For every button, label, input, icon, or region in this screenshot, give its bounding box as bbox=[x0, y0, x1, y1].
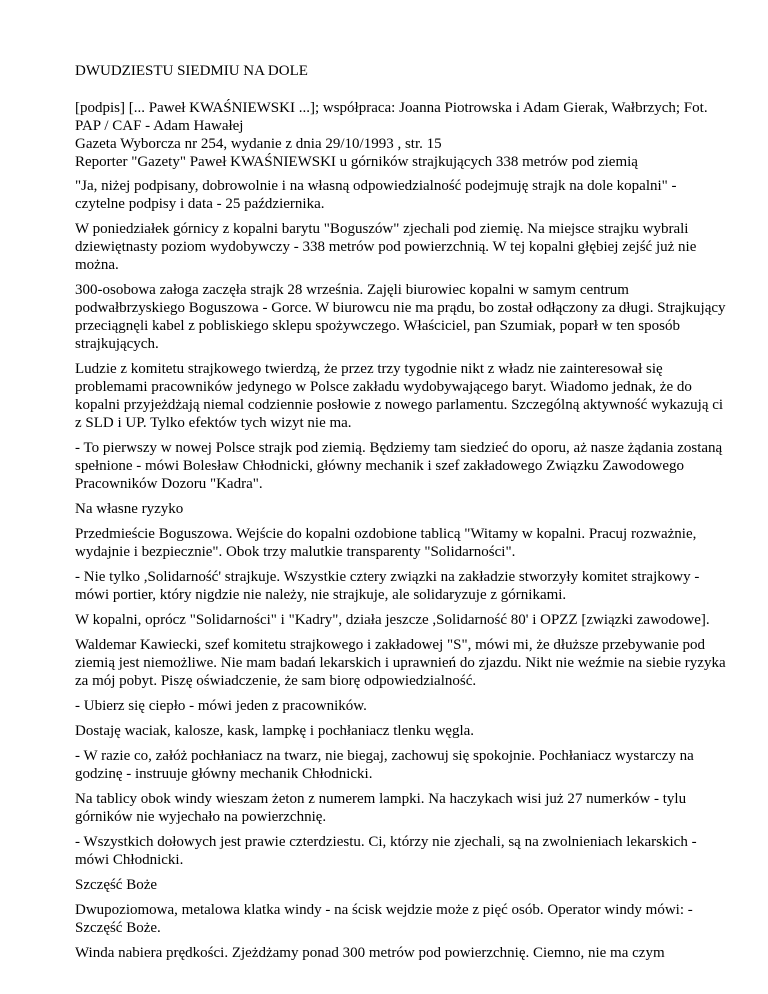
paragraph: Winda nabiera prędkości. Zjeżdżamy ponad 300 metrów pod powierzchnię. Ciemno, nie ma czym bbox=[75, 945, 665, 961]
paragraph: Waldemar Kawiecki, szef komitetu strajkowego i zakładowej "S", mówi mi, że dłuższe przebywanie pod ziemią jest niemożliwe. Nie mam badań lekarskich i uprawnień do zjazdu. Nikt nie weźmie na siebie ryzyka za mój pobyt. Piszę oświadczenie, że sam biorę odpowiedzialność. bbox=[75, 637, 726, 689]
article-meta bbox=[75, 99, 728, 171]
paragraph: - W razie co, załóż pochłaniacz na twarz, nie biegaj, zachowuj się spokojnie. Pochłaniacz wystarczy na godzinę - instruuje główny mechanik Chłodnicki. bbox=[75, 748, 694, 782]
publication-source: Gazeta Wyborcza nr 254, wydanie z dnia 29/10/1993 , str. 15 bbox=[75, 136, 442, 152]
paragraph: Na tablicy obok windy wieszam żeton z numerem lampki. Na haczykach wisi już 27 numerków - tylu górników nie wyjechało na powierzchnię. bbox=[75, 791, 687, 825]
paragraph: 300-osobowa załoga zaczęła strajk 28 września. Zajęli biurowiec kopalni w samym centrum podwałbrzyskiego Boguszowa - Gorce. W biurowcu nie ma prądu, bo został odłączony za długi. Strajkujący przeciągnęli kabel z pobliskiego sklepu spożywczego. Właściciel, pan Szumiak, poparł w ten sposób strajkujących. bbox=[75, 282, 726, 352]
article-body bbox=[75, 177, 728, 962]
paragraph: W poniedziałek górnicy z kopalni barytu "Boguszów" zjechali pod ziemię. Na miejsce strajku wybrali dziewiętnasty poziom wydobywczy - 338 metrów pod powierzchnią. W tej kopalni głębiej zejść już nie można. bbox=[75, 221, 697, 273]
article-lead: Reporter "Gazety" Paweł KWAŚNIEWSKI u górników strajkujących 338 metrów pod ziemią bbox=[75, 154, 638, 170]
paragraph: W kopalni, oprócz "Solidarności" i "Kadry", działa jeszcze ,Solidarność 80' i OPZZ [związki zawodowe]. bbox=[75, 612, 710, 628]
paragraph: Dwupoziomowa, metalowa klatka windy - na ścisk wejdzie może z pięć osób. Operator windy mówi: - Szczęść Boże. bbox=[75, 902, 693, 936]
paragraph: Dostaję waciak, kalosze, kask, lampkę i pochłaniacz tlenku węgla. bbox=[75, 723, 475, 739]
paragraph: "Ja, niżej podpisany, dobrowolnie i na własną odpowiedzialność podejmuję strajk na dole kopalni" - czytelne podpisy i data - 25 października. bbox=[75, 178, 677, 212]
paragraph: - To pierwszy w nowej Polsce strajk pod ziemią. Będziemy tam siedzieć do oporu, aż nasze żądania zostaną spełnione - mówi Bolesław Chłodnicki, główny mechanik i szef zakładowego Związku Zawodowego Pracowników Dozoru "Kadra". bbox=[75, 440, 723, 492]
paragraph: - Wszystkich dołowych jest prawie czterdziestu. Ci, którzy nie zjechali, są na zwolnieniach lekarskich - mówi Chłodnicki. bbox=[75, 834, 697, 868]
article-title: DWUDZIESTU SIEDMIU NA DOLE bbox=[75, 63, 308, 79]
section-heading: Na własne ryzyko bbox=[75, 501, 184, 517]
paragraph: Przedmieście Boguszowa. Wejście do kopalni ozdobione tablicą "Witamy w kopalni. Pracuj rozważnie, wydajnie i bezpiecznie". Obok trzy malutkie transparenty "Solidarności". bbox=[75, 526, 697, 560]
paragraph: - Ubierz się ciepło - mówi jeden z pracowników. bbox=[75, 698, 367, 714]
byline: [podpis] [... Paweł KWAŚNIEWSKI ...]; współpraca: Joanna Piotrowska i Adam Gierak, Wałbrzych; Fot. PAP / CAF - Adam Hawałej bbox=[75, 100, 708, 134]
section-heading: Szczęść Boże bbox=[75, 877, 158, 893]
paragraph: Ludzie z komitetu strajkowego twierdzą, że przez trzy tygodnie nikt z władz nie zainteresował się problemami pracowników jedynego w Polsce zakładu wydobywającego baryt. Wiadomo jednak, że do kopalni przyjeżdżają niemal codziennie posłowie z nowego parlamentu. Szczególną aktywność wykazują ci z SLD i UP. Tylko efektów tych wizyt nie ma. bbox=[75, 361, 724, 431]
paragraph: - Nie tylko ,Solidarność' strajkuje. Wszystkie cztery związki na zakładzie stworzyły komitet strajkowy - mówi portier, który nigdzie nie należy, nie strajkuje, ale solidaryzuje z górnikami. bbox=[75, 569, 700, 603]
